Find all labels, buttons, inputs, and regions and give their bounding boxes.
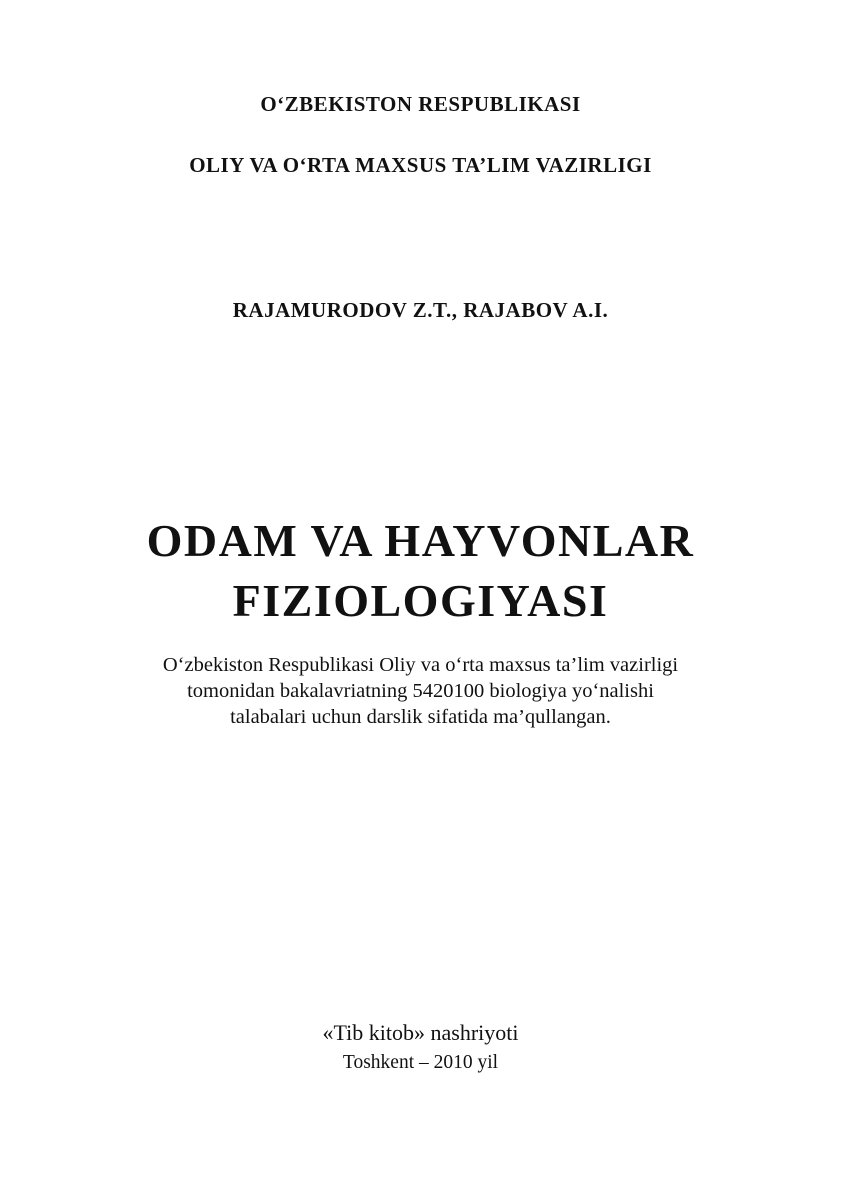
approval-note-line-1: O‘zbekiston Respublikasi Oliy va o‘rta maxsus ta’lim vazirligi (162, 654, 679, 676)
publisher-name: «Tib kitob» nashriyoti (322, 1020, 519, 1045)
book-title-line-2: FIZIOLOGIYASI (232, 575, 609, 626)
republic-heading: O‘ZBEKISTON RESPUBLIKASI (260, 92, 581, 116)
authors-line: RAJAMURODOV Z.T., RAJABOV A.I. (232, 298, 609, 322)
book-title-line-1: ODAM VA HAYVONLAR (146, 515, 695, 566)
ministry-heading: OLIY VA O‘RTA MAXSUS TA’LIM VAZIRLIGI (189, 153, 652, 177)
city-year: Toshkent – 2010 yil (342, 1052, 499, 1073)
approval-note-line-3: talabalari uchun darslik sifatida ma’qullangan. (230, 706, 611, 728)
approval-note-line-2: tomonidan bakalavriatning 5420100 biologiya yo‘nalishi (187, 680, 654, 702)
